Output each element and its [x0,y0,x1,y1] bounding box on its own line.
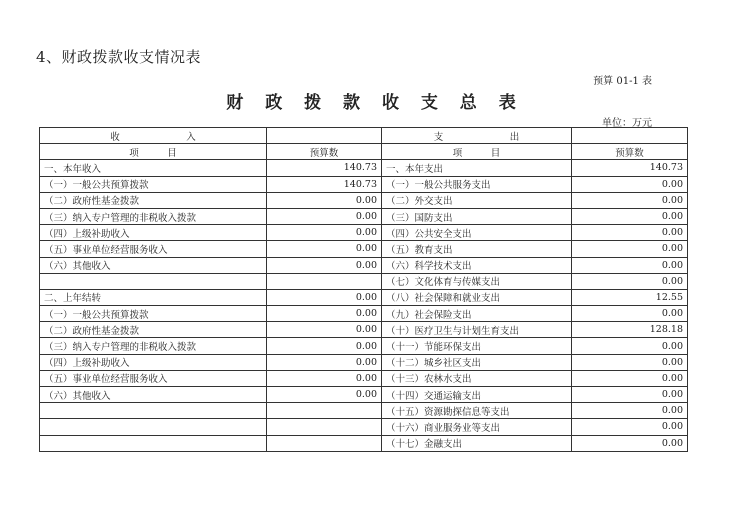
expense-budget-cell: 0.00 [572,387,688,403]
income-item-cell: （五）事业单位经营服务收入 [40,370,267,386]
expense-item-cell: （二）外交支出 [382,192,572,208]
expense-budget-cell: 0.00 [572,273,688,289]
expense-item-cell: （十）医疗卫生与计划生育支出 [382,322,572,338]
income-budget-cell: 0.00 [267,225,382,241]
expense-budget-cell: 0.00 [572,176,688,192]
table-row [40,241,688,257]
expense-budget-header: 预算数 [572,144,688,160]
expense-item-cell: （六）科学技术支出 [382,257,572,273]
income-item-header: 项 目 [40,144,267,160]
expense-item-cell: （十一）节能环保支出 [382,338,572,354]
income-item-cell: （三）纳入专户管理的非税收入拨款 [40,208,267,224]
expense-budget-cell: 12.55 [572,289,688,305]
expense-budget-cell: 0.00 [572,435,688,451]
form-code: 预算 01-1 表 [593,76,652,87]
table-title: 财 政 拨 款 收 支 总 表 [226,93,524,113]
table-row [40,257,688,273]
income-budget-cell: 0.00 [267,192,382,208]
table-row [40,208,688,224]
table-row [40,289,688,305]
income-item-cell [40,403,267,419]
expense-budget-cell: 0.00 [572,370,688,386]
table-row [40,306,688,322]
expense-budget-cell: 0.00 [572,192,688,208]
expense-item-cell: （三）国防支出 [382,208,572,224]
expense-item-cell: 一、本年支出 [382,160,572,176]
income-item-cell: （一）一般公共预算拨款 [40,306,267,322]
expense-budget-cell: 0.00 [572,354,688,370]
income-item-cell [40,435,267,451]
expense-item-cell: （八）社会保障和就业支出 [382,289,572,305]
income-item-cell: （二）政府性基金拨款 [40,192,267,208]
income-item-cell: （六）其他收入 [40,387,267,403]
income-header: 收 入 [40,128,267,144]
income-item-cell [40,273,267,289]
income-budget-cell: 0.00 [267,354,382,370]
expense-budget-cell: 0.00 [572,403,688,419]
income-item-cell: 二、上年结转 [40,289,267,305]
income-budget-cell [267,403,382,419]
table-row [40,387,688,403]
income-budget-cell [267,273,382,289]
expense-item-cell: （十三）农林水支出 [382,370,572,386]
expense-budget-cell: 0.00 [572,241,688,257]
income-budget-cell: 0.00 [267,338,382,354]
income-item-cell [40,419,267,435]
expense-item-cell: （九）社会保险支出 [382,306,572,322]
expense-budget-cell: 0.00 [572,419,688,435]
expense-item-cell: （十五）资源勘探信息等支出 [382,403,572,419]
table-row [40,370,688,386]
table-row [40,176,688,192]
income-item-cell: （三）纳入专户管理的非税收入拨款 [40,338,267,354]
expense-item-cell: （一）一般公共服务支出 [382,176,572,192]
income-budget-cell: 0.00 [267,241,382,257]
income-header-blank [267,128,382,144]
expense-item-cell: （十二）城乡社区支出 [382,354,572,370]
income-item-cell: （五）事业单位经营服务收入 [40,241,267,257]
table-row [40,419,688,435]
income-item-cell: （四）上级补助收入 [40,354,267,370]
expense-item-cell: （十六）商业服务业等支出 [382,419,572,435]
expense-budget-cell: 140.73 [572,160,688,176]
expense-budget-cell: 0.00 [572,257,688,273]
expense-item-cell: （十四）交通运输支出 [382,387,572,403]
expense-budget-cell: 0.00 [572,306,688,322]
expense-budget-cell: 128.18 [572,322,688,338]
income-budget-cell [267,435,382,451]
income-budget-cell: 0.00 [267,289,382,305]
income-item-cell: （一）一般公共预算拨款 [40,176,267,192]
income-budget-cell: 0.00 [267,306,382,322]
expense-budget-cell: 0.00 [572,208,688,224]
table-row [40,354,688,370]
table-row [40,273,688,289]
income-budget-cell: 0.00 [267,370,382,386]
income-budget-cell: 140.73 [267,176,382,192]
table-row [40,403,688,419]
expense-header-blank [572,128,688,144]
expense-item-cell: （五）教育支出 [382,241,572,257]
expense-item-cell: （七）文化体育与传媒支出 [382,273,572,289]
expense-budget-cell: 0.00 [572,225,688,241]
income-budget-cell: 0.00 [267,387,382,403]
income-budget-cell: 0.00 [267,208,382,224]
income-item-cell: （二）政府性基金拨款 [40,322,267,338]
income-item-cell: 一、本年收入 [40,160,267,176]
table-row [40,435,688,451]
table-subheader-row [40,144,688,160]
table-header-row [40,128,688,144]
income-budget-cell: 0.00 [267,257,382,273]
expense-budget-cell: 0.00 [572,338,688,354]
expense-item-header: 项 目 [382,144,572,160]
document-heading: 4、财政拨款收支情况表 [36,48,202,66]
income-budget-cell: 0.00 [267,322,382,338]
table-row [40,322,688,338]
unit-label: 单位：万元 [602,118,652,129]
expense-header: 支 出 [382,128,572,144]
income-budget-header: 预算数 [267,144,382,160]
table-row [40,225,688,241]
income-budget-cell [267,419,382,435]
table-row [40,338,688,354]
income-budget-cell: 140.73 [267,160,382,176]
income-item-cell: （六）其他收入 [40,257,267,273]
income-item-cell: （四）上级补助收入 [40,225,267,241]
table-row [40,192,688,208]
budget-table [39,127,688,452]
expense-item-cell: （十七）金融支出 [382,435,572,451]
expense-item-cell: （四）公共安全支出 [382,225,572,241]
table-row [40,160,688,176]
